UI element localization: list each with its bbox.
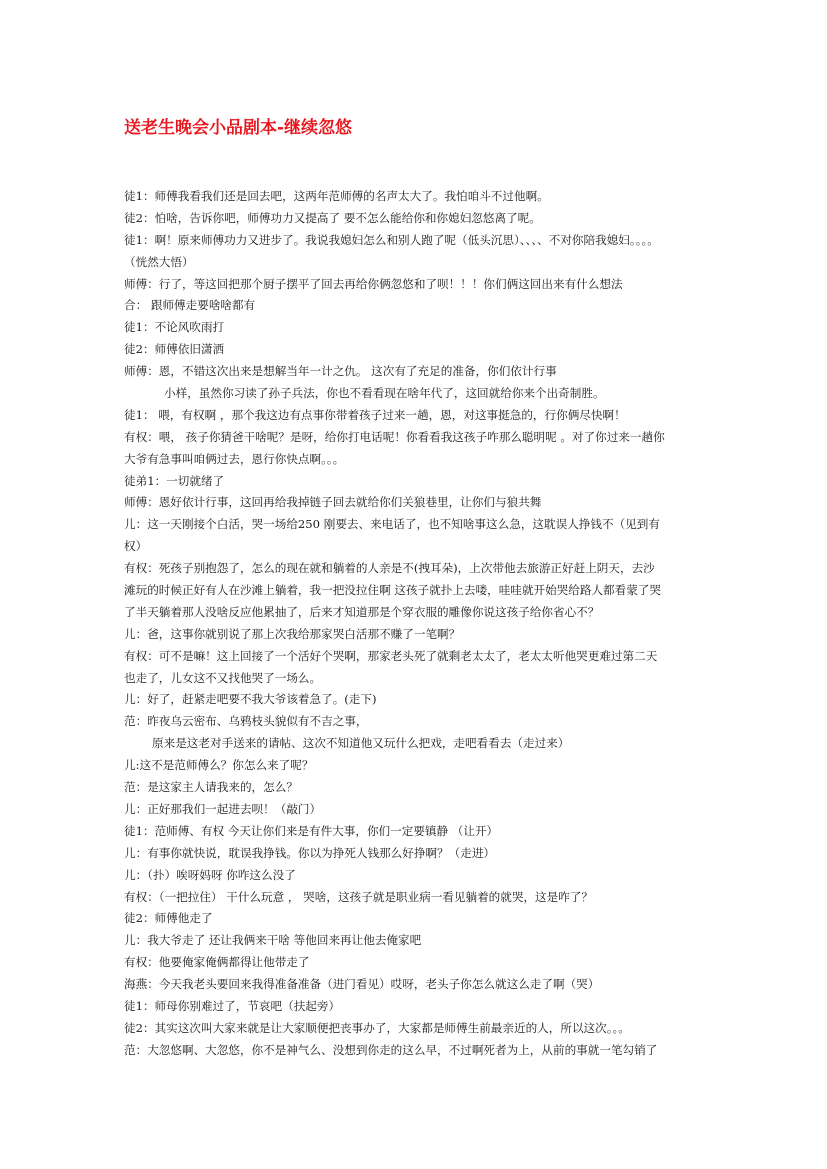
script-line: 滩玩的时候正好有人在沙滩上躺着，我一把没拉住啊 这孩子就扑上去喽，哇哇就开始哭给路人都看蒙了哭 (124, 583, 662, 598)
script-line: 有权：他要俺家俺俩都得让他带走了 (124, 955, 310, 970)
script-line: 有权：可不是嘛！这上回接了一个活好个哭啊，那家老头死了就剩老太太了，老太太听他哭更难过第二天 (124, 648, 658, 663)
script-line: 有权：喂， 孩子你猜爸干啥呢？是呀，给你打电话呢！你看看我这孩子咋那么聪明呢 。对了你过来一趟你 (124, 429, 665, 444)
script-line: 徒1：不论风吹雨打 (124, 320, 225, 335)
script-line: 了半天躺着那人没啥反应他累抽了，后来才知道那是个穿衣服的雕像你说这孩子给你省心不？ (124, 604, 600, 619)
script-line: 徒1：师傅我看我们还是回去吧，这两年范师傅的名声太大了。我怕咱斗不过他啊。 (124, 189, 549, 203)
script-line: 徒2：其实这次叫大家来就是让大家顺便把丧事办了，大家都是师傅生前最亲近的人，所以这次。。。 (124, 1020, 630, 1035)
script-line: 儿：爸，这事你就别说了那上次我给那家哭白活那不赚了一笔啊？ (124, 626, 461, 641)
script-line: 合： 跟师傅走要啥啥都有 (124, 298, 256, 313)
script-line: 儿：我大爷走了 还让我俩来干啥 等他回来再让他去俺家吧 (124, 933, 422, 948)
script-line: 徒1：啊！原来师傅功力又进步了。我说我媳妇怎么和别人跑了呢（低头沉思）、、、、不对你陪我媳妇。。。。 (124, 232, 659, 247)
script-line: 徒1： 喂，有权啊 ，那个我这边有点事你带着孩子过来一趟，恩，对这事挺急的，行你俩尽快啊！ (124, 407, 626, 422)
script-line: 有权：死孩子别抱怨了，怎么的现在就和躺着的人亲是不(拽耳朵)，上次带他去旅游正好赶上阴天，去沙 (124, 561, 655, 576)
script-line: 徒1：范师傅、有权 今天让你们来是有件大事，你们一定要镇静 （让开） (124, 823, 499, 838)
script-line: 师傅：恩，不错这次出来是想解当年一计之仇。 这次有了充足的准备，你们依计行事 (124, 364, 557, 379)
script-line: 儿:这不是范师傅么？你怎么来了呢？ (124, 758, 314, 773)
script-line: 儿：有事你就快说，耽误我挣钱。你以为挣死人钱那么好挣啊？（走进） (124, 845, 496, 860)
script-line: 徒2：师傅依旧潇洒 (124, 342, 225, 357)
script-line: 儿：（扑）唉呀妈呀 你咋这么没了 (124, 867, 296, 882)
script-line: 海燕：今天我老头要回来我得准备准备（进门看见）哎呀，老头子你怎么就这么走了啊（哭） (124, 977, 600, 992)
script-line: 徒1：师母你别难过了，节哀吧（扶起旁） (124, 998, 341, 1013)
script-line: 小样，虽然你习读了孙子兵法，你也不看看现在啥年代了，这回就给你来个出奇制胜。 (164, 386, 605, 401)
script-line: 权） (124, 539, 148, 554)
script-line: 也走了，儿女这不又找他哭了一场么。 (124, 670, 322, 685)
script-line: 原来是这老对手送来的请帖、这次不知道他又玩什么把戏，走吧看看去（走过来） (152, 736, 570, 751)
script-line: （恍然大悟） (124, 254, 194, 269)
script-line: 大爷有急事叫咱俩过去，恩行你快点啊。。。 (124, 451, 345, 466)
script-line: 师傅：恩好依计行事，这回再给我掉链子回去就给你们关狼巷里，让你们与狼共舞 (124, 495, 542, 510)
script-line: 有权：（一把拉住） 干什么玩意 ， 哭啥，这孩子就是职业病一看见躺着的就哭，这是咋了？ (124, 889, 594, 904)
script-line: 儿：这一天刚接个白活，哭一场给250 刚要去、来电话了，也不知啥事这么急，这耽误人挣钱不（见到有 (124, 517, 660, 532)
document-title: 送老生晚会小品剧本-继续忽悠 (124, 118, 353, 138)
script-body (124, 186, 704, 1062)
script-line: 徒弟1：一切就绪了 (124, 473, 225, 488)
script-line: 儿：正好那我们一起进去呗！（敲门） (124, 801, 322, 816)
script-line: 范：昨夜乌云密布、乌鸦枝头貌似有不吉之事， (124, 714, 368, 729)
script-line: 儿：好了，赶紧走吧要不我大爷该着急了。(走下) (124, 692, 377, 707)
script-line: 范：是这家主人请我来的，怎么？ (124, 780, 298, 795)
script-line: 徒2：师傅他走了 (124, 911, 213, 926)
script-line: 师傅：行了，等这回把那个厨子摆平了回去再给你俩忽悠和了呗！！！你们俩这回出来有什么想法 (124, 276, 623, 291)
script-line: 徒2：怕啥，告诉你吧，师傅功力又提高了 要不怎么能给你和你媳妇忽悠离了呢。 (124, 210, 541, 225)
script-line: 范：大忽悠啊、大忽悠，你不是神气么、没想到你走的这么早，不过啊死者为上，从前的事就一笔勾销了 (124, 1042, 658, 1057)
